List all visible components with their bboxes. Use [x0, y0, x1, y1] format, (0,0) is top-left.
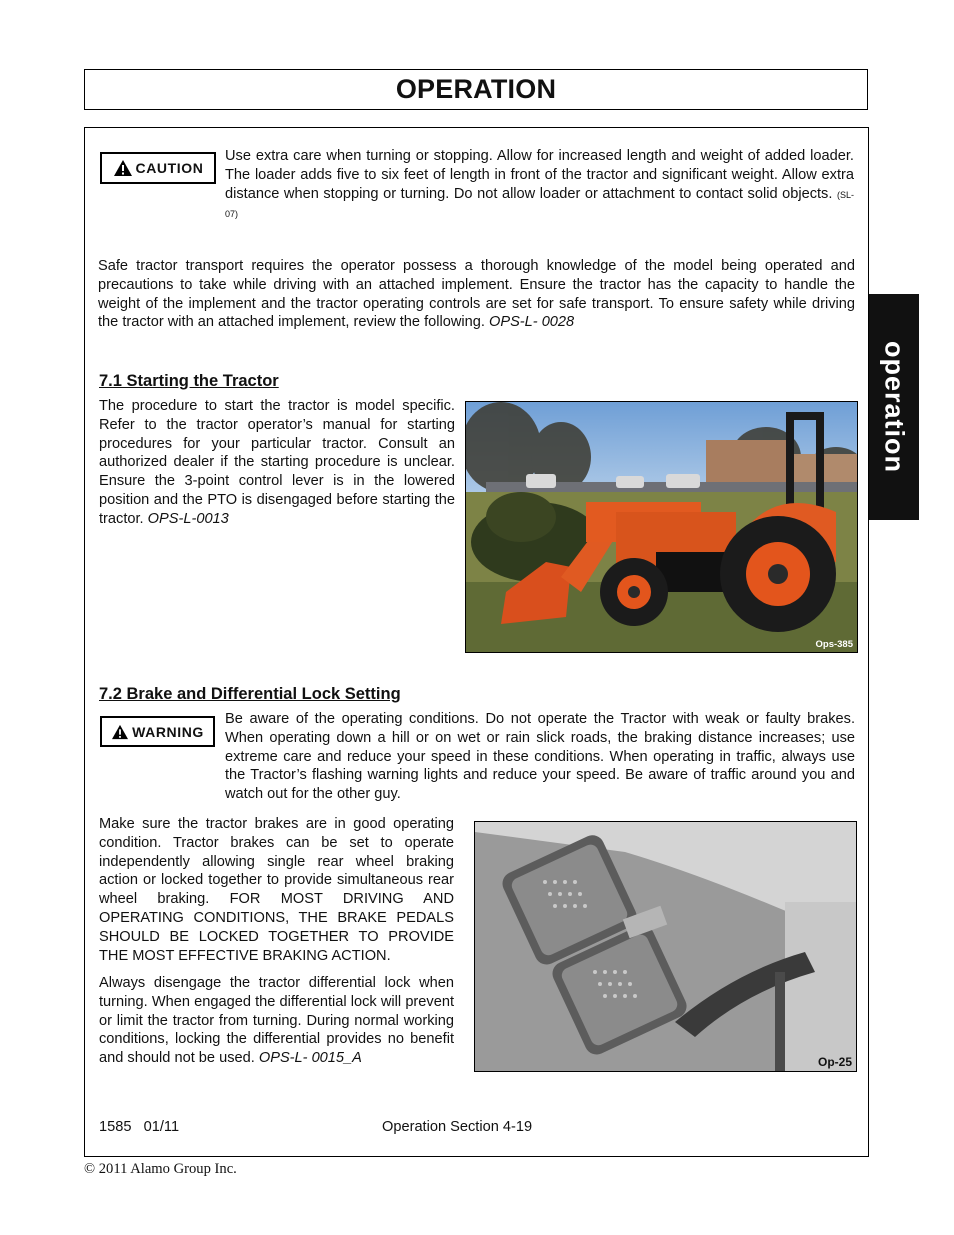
- section-7-1-body: The procedure to start the tractor is model specific. Refer to the tractor operator’s manual for starting procedures for your particular tractor. Consult an authorized dealer if the starting procedure is unclear. Ensure the 3-point control lever is in the lowered position and the PTO is disengaged before starting the tractor.: [99, 398, 455, 527]
- footer-section: Operation Section 4-19: [382, 1119, 533, 1135]
- intro-paragraph: [98, 257, 855, 332]
- warning-triangle-icon: [113, 159, 133, 177]
- intro-ref: OPS-L- 0028: [488, 314, 575, 331]
- tractor-photo: [465, 401, 858, 653]
- brake-paragraph: Make sure the tractor brakes are in good operating condition. Tractor brakes can be set to operate independently allowing single rear wheel braking action or locked together to provide simultaneous rear wheel braking. FOR MOST DRIVING AND OPERATING CONDITIONS, THE BRAKE PEDALS SHOULD BE LOCKED TOGETHER TO PROVIDE THE MOST EFFECTIVE BRAKING ACTION.: [99, 816, 454, 964]
- warning-sign: [100, 716, 215, 747]
- tractor-photo-label: Ops-385: [815, 639, 853, 650]
- caution-sign-word: CAUTION: [135, 160, 204, 176]
- differential-paragraph: [99, 974, 454, 1068]
- section-7-1-ref: OPS-L-0013: [147, 510, 229, 527]
- section-7-2-heading: 7.2 Brake and Differential Lock Setting: [99, 685, 401, 703]
- footer-model-date: 1585 01/11: [99, 1119, 180, 1135]
- intro-body: Safe tractor transport requires the operator possess a thorough knowledge of the model being operated and precautions to take while driving with an attached implement. Ensure the tractor has the capacity to handle the weight of the implement and the tractor operating controls are set for safe transport. To ensure safety while driving the tractor with an attached implement, review the following.: [98, 258, 855, 331]
- brake-pedal-photo: [474, 821, 857, 1072]
- page-header: [84, 69, 868, 110]
- section-7-1-text: [99, 397, 455, 529]
- caution-sign: [100, 152, 216, 184]
- caution-text: [225, 147, 854, 224]
- warning-text: Be aware of the operating conditions. Do not operate the Tractor with weak or faulty brakes. When operating down a hill or on wet or rain slick roads, the braking distance increases; use extreme care and reduce your speed in these conditions. When operating in traffic, always use the Tractor’s flashing warning lights and reduce your speed. Be aware of traffic around you and watch out for the other guy.: [225, 711, 855, 803]
- warning-triangle-icon: [111, 724, 129, 740]
- side-tab-label: operation: [879, 340, 910, 473]
- differential-body: Always disengage the tractor differential lock when turning. When engaged the differential lock will prevent or limit the tractor from turning. During normal working conditions, locking the differential provides no benefit and should not be used.: [99, 975, 454, 1067]
- caution-body: Use extra care when turning or stopping. Allow for increased length and weight of added loader. The loader adds five to six feet of length in front of the tractor and significant weight. Allow extra distance when stopping or turning. Do not allow loader or attachment to contact solid objects.: [225, 148, 854, 202]
- section-side-tab: [869, 294, 919, 520]
- caution-ref: (SL-07): [225, 189, 854, 220]
- page-title: OPERATION: [395, 74, 557, 104]
- warning-sign-word: WARNING: [132, 723, 204, 740]
- copyright: © 2011 Alamo Group Inc.: [84, 1161, 237, 1177]
- brake-pedal-photo-label: Op-25: [817, 1055, 852, 1069]
- section-7-1-heading: 7.1 Starting the Tractor: [99, 372, 279, 390]
- differential-ref: OPS-L- 0015_A: [258, 1050, 362, 1067]
